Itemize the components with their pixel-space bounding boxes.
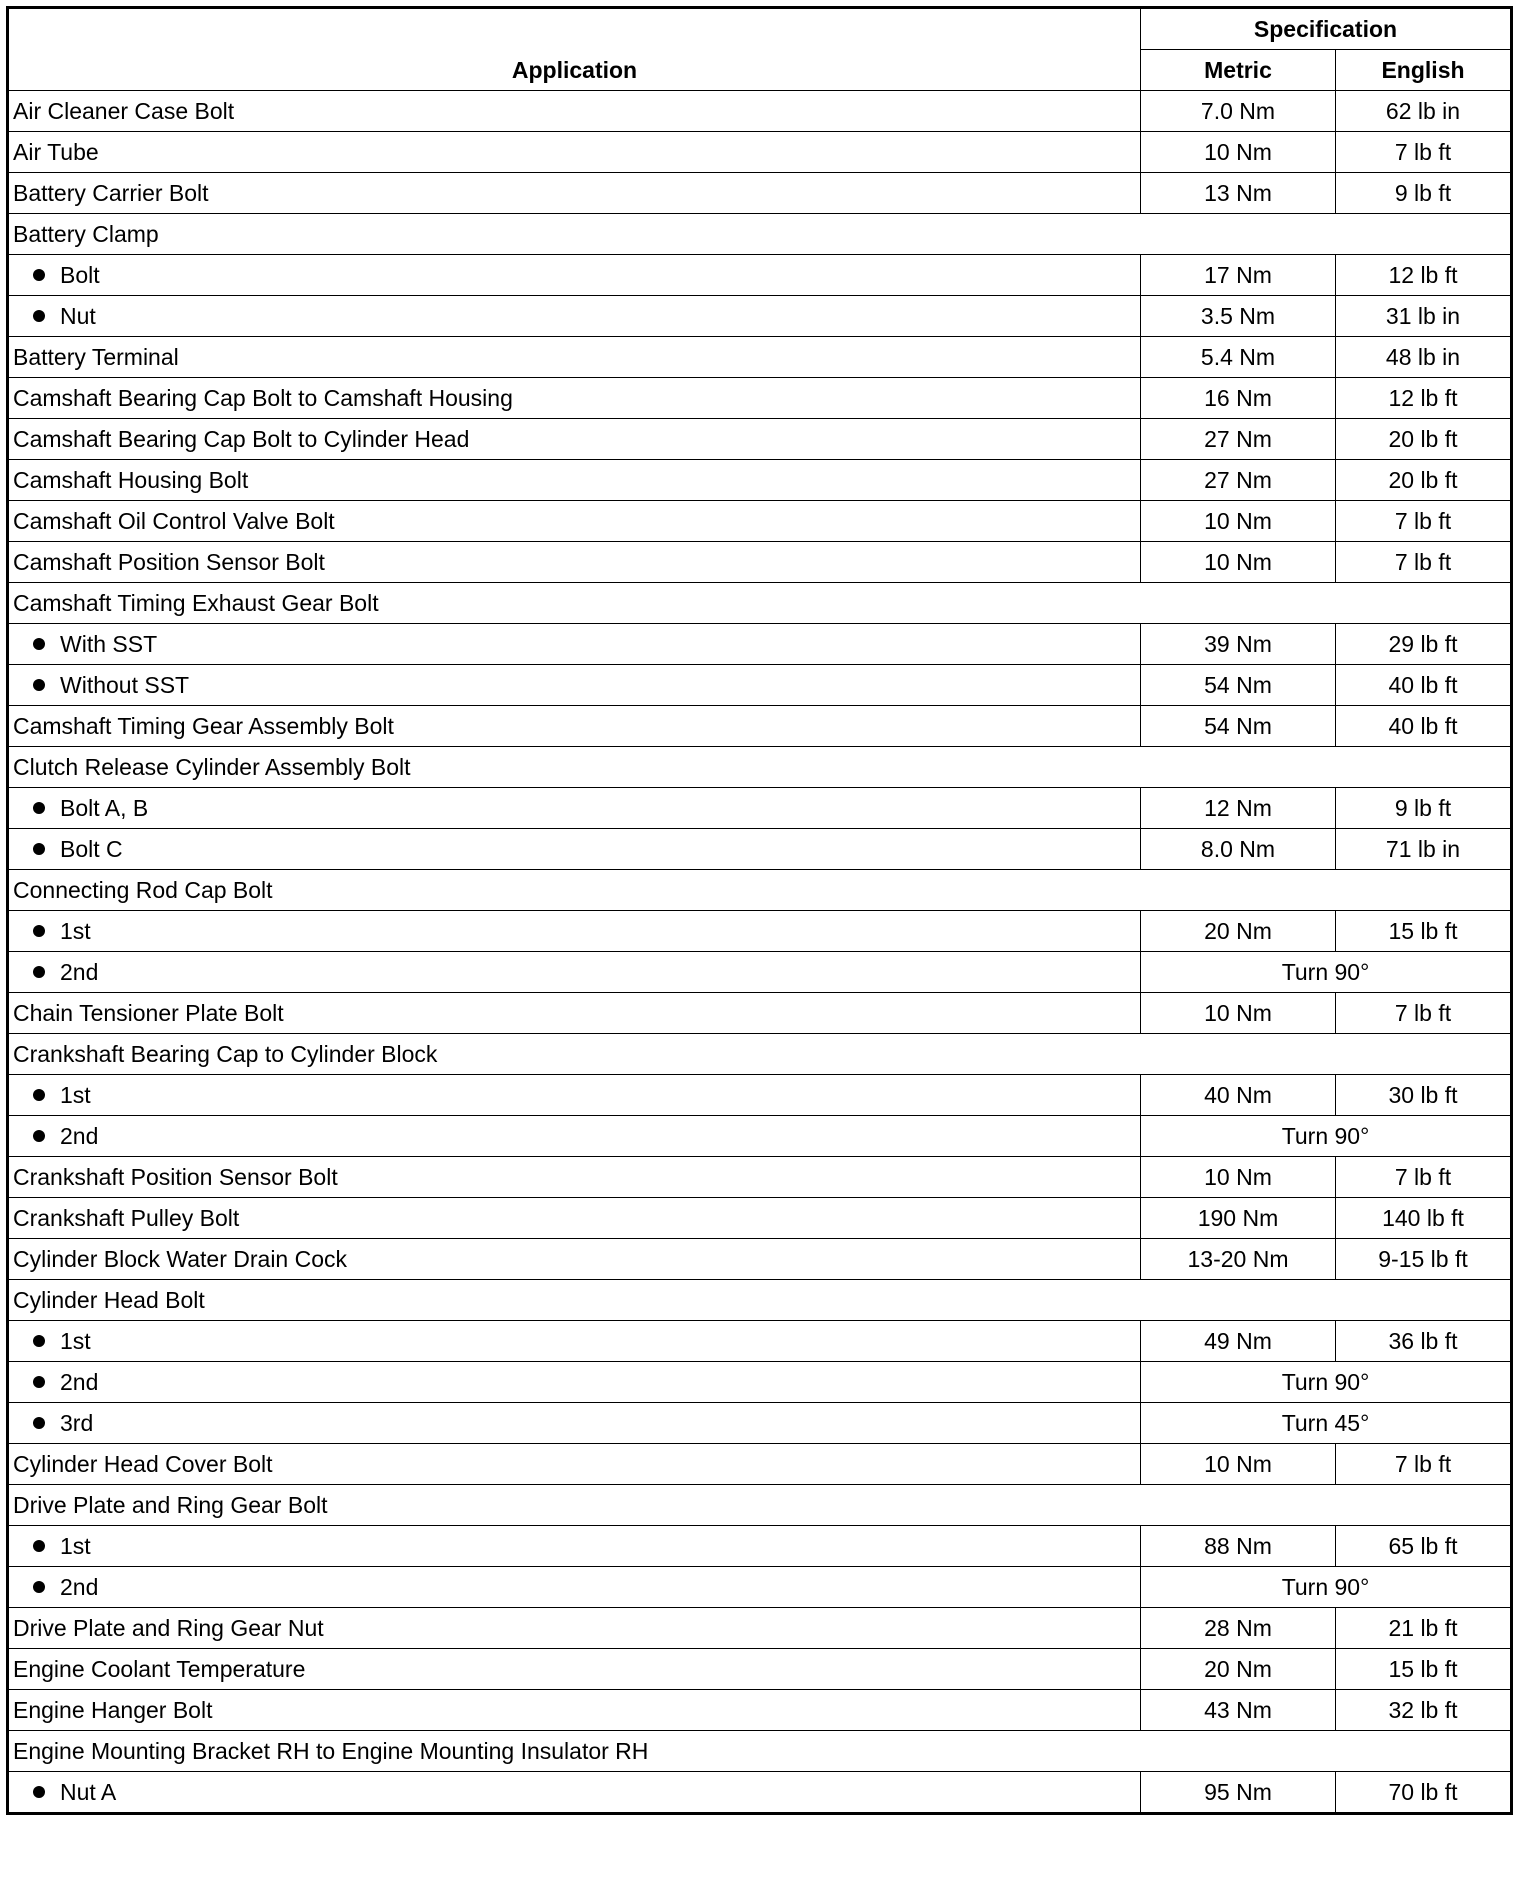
metric-cell: 10 Nm: [1141, 132, 1336, 173]
bullet-icon: [33, 679, 45, 691]
table-row: [8, 1649, 1512, 1690]
table-row: [8, 993, 1512, 1034]
application-cell: [8, 296, 1141, 337]
application-label: Battery Carrier Bolt: [13, 180, 209, 206]
application-label: Battery Terminal: [13, 344, 179, 370]
english-cell: 12 lb ft: [1336, 378, 1512, 419]
application-cell: [8, 1362, 1141, 1403]
application-label: Cylinder Head Cover Bolt: [13, 1451, 273, 1477]
table-row: [8, 255, 1512, 296]
table-row: [8, 829, 1512, 870]
application-cell: [8, 1198, 1141, 1239]
table-row: [8, 91, 1512, 132]
table-row: [8, 1280, 1512, 1321]
english-cell: 48 lb in: [1336, 337, 1512, 378]
application-label: Camshaft Housing Bolt: [13, 467, 249, 493]
application-cell: [8, 1690, 1141, 1731]
application-label: Cylinder Head Bolt: [13, 1287, 205, 1313]
metric-cell: 27 Nm: [1141, 419, 1336, 460]
application-label: 3rd: [60, 1410, 94, 1436]
application-cell: [8, 870, 1512, 911]
spec-merged-cell: Turn 90°: [1141, 1362, 1512, 1403]
table-row: [8, 132, 1512, 173]
application-label: With SST: [60, 631, 158, 657]
application-cell: [8, 1526, 1141, 1567]
table-row: [8, 1567, 1512, 1608]
table-row: [8, 1690, 1512, 1731]
application-cell: [8, 788, 1141, 829]
english-cell: 7 lb ft: [1336, 501, 1512, 542]
header-application: Application: [8, 8, 1141, 91]
bullet-icon: [33, 1089, 45, 1101]
metric-cell: 7.0 Nm: [1141, 91, 1336, 132]
table-row: [8, 378, 1512, 419]
english-cell: 140 lb ft: [1336, 1198, 1512, 1239]
metric-cell: 8.0 Nm: [1141, 829, 1336, 870]
english-cell: 9 lb ft: [1336, 173, 1512, 214]
english-cell: 29 lb ft: [1336, 624, 1512, 665]
english-cell: 40 lb ft: [1336, 706, 1512, 747]
bullet-icon: [33, 802, 45, 814]
application-label: Without SST: [60, 672, 190, 698]
application-label: 2nd: [60, 1574, 99, 1600]
application-cell: [8, 1280, 1512, 1321]
application-label: Drive Plate and Ring Gear Nut: [13, 1615, 324, 1641]
metric-cell: 10 Nm: [1141, 993, 1336, 1034]
application-cell: [8, 1444, 1141, 1485]
application-label: Air Tube: [13, 139, 99, 165]
application-cell: [8, 1321, 1141, 1362]
bullet-icon: [33, 638, 45, 650]
english-cell: 9 lb ft: [1336, 788, 1512, 829]
spec-merged-cell: Turn 90°: [1141, 952, 1512, 993]
header-specification: Specification: [1141, 8, 1512, 50]
application-label: Bolt: [60, 262, 100, 288]
table-row: [8, 1239, 1512, 1280]
application-label: Camshaft Bearing Cap Bolt to Camshaft Housing: [13, 385, 513, 411]
application-label: Crankshaft Position Sensor Bolt: [13, 1164, 338, 1190]
english-cell: 7 lb ft: [1336, 132, 1512, 173]
table-row: [8, 1526, 1512, 1567]
metric-cell: 27 Nm: [1141, 460, 1336, 501]
table-row: [8, 1608, 1512, 1649]
metric-cell: 43 Nm: [1141, 1690, 1336, 1731]
english-cell: 7 lb ft: [1336, 1157, 1512, 1198]
english-cell: 40 lb ft: [1336, 665, 1512, 706]
bullet-icon: [33, 1417, 45, 1429]
application-label: Battery Clamp: [13, 221, 159, 247]
application-cell: [8, 706, 1141, 747]
application-label: Drive Plate and Ring Gear Bolt: [13, 1492, 328, 1518]
metric-cell: 10 Nm: [1141, 1157, 1336, 1198]
application-cell: [8, 993, 1141, 1034]
application-label: Camshaft Timing Exhaust Gear Bolt: [13, 590, 379, 616]
application-cell: [8, 91, 1141, 132]
bullet-icon: [33, 966, 45, 978]
bullet-icon: [33, 843, 45, 855]
table-row: [8, 911, 1512, 952]
spec-merged-cell: Turn 90°: [1141, 1567, 1512, 1608]
application-cell: [8, 1116, 1141, 1157]
metric-cell: 3.5 Nm: [1141, 296, 1336, 337]
application-cell: [8, 1772, 1141, 1814]
english-cell: 15 lb ft: [1336, 911, 1512, 952]
table-row: [8, 952, 1512, 993]
table-row: [8, 1403, 1512, 1444]
application-cell: [8, 747, 1512, 788]
bullet-icon: [33, 1581, 45, 1593]
bullet-icon: [33, 1376, 45, 1388]
application-label: Clutch Release Cylinder Assembly Bolt: [13, 754, 411, 780]
table-row: [8, 460, 1512, 501]
metric-cell: 10 Nm: [1141, 501, 1336, 542]
application-label: Connecting Rod Cap Bolt: [13, 877, 273, 903]
application-cell: [8, 583, 1512, 624]
english-cell: 20 lb ft: [1336, 460, 1512, 501]
application-cell: [8, 460, 1141, 501]
application-label: 2nd: [60, 1123, 99, 1149]
metric-cell: 49 Nm: [1141, 1321, 1336, 1362]
application-label: Engine Mounting Bracket RH to Engine Mounting Insulator RH: [13, 1738, 649, 1764]
header-row-top: [8, 8, 1512, 50]
application-cell: [8, 952, 1141, 993]
application-label: Crankshaft Pulley Bolt: [13, 1205, 240, 1231]
application-label: 2nd: [60, 1369, 99, 1395]
bullet-icon: [33, 1130, 45, 1142]
table-row: [8, 1362, 1512, 1403]
application-cell: [8, 1731, 1512, 1772]
application-cell: [8, 419, 1141, 460]
metric-cell: 95 Nm: [1141, 1772, 1336, 1814]
application-label: 2nd: [60, 959, 99, 985]
application-label: Chain Tensioner Plate Bolt: [13, 1000, 284, 1026]
english-cell: 21 lb ft: [1336, 1608, 1512, 1649]
application-cell: [8, 255, 1141, 296]
application-label: Engine Coolant Temperature: [13, 1656, 306, 1682]
application-label: 1st: [60, 918, 91, 944]
application-label: 1st: [60, 1328, 91, 1354]
table-header: [8, 8, 1512, 91]
table-row: [8, 1198, 1512, 1239]
torque-spec-table: [6, 6, 1513, 1815]
application-label: Camshaft Position Sensor Bolt: [13, 549, 325, 575]
application-cell: [8, 173, 1141, 214]
metric-cell: 28 Nm: [1141, 1608, 1336, 1649]
application-cell: [8, 1403, 1141, 1444]
application-label: Nut: [60, 303, 96, 329]
bullet-icon: [33, 925, 45, 937]
table-row: [8, 296, 1512, 337]
application-label: Camshaft Oil Control Valve Bolt: [13, 508, 335, 534]
english-cell: 15 lb ft: [1336, 1649, 1512, 1690]
spec-merged-cell: Turn 90°: [1141, 1116, 1512, 1157]
bullet-icon: [33, 1786, 45, 1798]
english-cell: 65 lb ft: [1336, 1526, 1512, 1567]
table-row: [8, 1321, 1512, 1362]
metric-cell: 10 Nm: [1141, 542, 1336, 583]
application-label: 1st: [60, 1533, 91, 1559]
metric-cell: 54 Nm: [1141, 665, 1336, 706]
table-row: [8, 214, 1512, 255]
application-cell: [8, 1239, 1141, 1280]
application-cell: [8, 214, 1512, 255]
english-cell: 31 lb in: [1336, 296, 1512, 337]
application-cell: [8, 132, 1141, 173]
english-cell: 32 lb ft: [1336, 1690, 1512, 1731]
application-label: Crankshaft Bearing Cap to Cylinder Block: [13, 1041, 438, 1067]
english-cell: 62 lb in: [1336, 91, 1512, 132]
application-label: Cylinder Block Water Drain Cock: [13, 1246, 348, 1272]
table-row: [8, 1034, 1512, 1075]
table-row: [8, 1731, 1512, 1772]
english-cell: 12 lb ft: [1336, 255, 1512, 296]
english-cell: 9-15 lb ft: [1336, 1239, 1512, 1280]
metric-cell: 17 Nm: [1141, 255, 1336, 296]
metric-cell: 39 Nm: [1141, 624, 1336, 665]
header-english: English: [1336, 50, 1512, 91]
application-cell: [8, 1608, 1141, 1649]
application-cell: [8, 829, 1141, 870]
table-row: [8, 706, 1512, 747]
application-cell: [8, 624, 1141, 665]
application-cell: [8, 1075, 1141, 1116]
spec-merged-cell: Turn 45°: [1141, 1403, 1512, 1444]
header-metric: Metric: [1141, 50, 1336, 91]
metric-cell: 13-20 Nm: [1141, 1239, 1336, 1280]
metric-cell: 13 Nm: [1141, 173, 1336, 214]
table-row: [8, 747, 1512, 788]
bullet-icon: [33, 1540, 45, 1552]
application-label: 1st: [60, 1082, 91, 1108]
metric-cell: 12 Nm: [1141, 788, 1336, 829]
table-row: [8, 173, 1512, 214]
table-row: [8, 665, 1512, 706]
metric-cell: 5.4 Nm: [1141, 337, 1336, 378]
application-cell: [8, 1649, 1141, 1690]
metric-cell: 10 Nm: [1141, 1444, 1336, 1485]
table-row: [8, 583, 1512, 624]
table-row: [8, 1157, 1512, 1198]
bullet-icon: [33, 310, 45, 322]
application-label: Nut A: [60, 1779, 117, 1805]
table-row: [8, 624, 1512, 665]
application-cell: [8, 337, 1141, 378]
application-label: Engine Hanger Bolt: [13, 1697, 213, 1723]
table-body: [8, 91, 1512, 1814]
table-row: [8, 1485, 1512, 1526]
application-cell: [8, 378, 1141, 419]
metric-cell: 88 Nm: [1141, 1526, 1336, 1567]
application-cell: [8, 1034, 1512, 1075]
metric-cell: 16 Nm: [1141, 378, 1336, 419]
english-cell: 7 lb ft: [1336, 542, 1512, 583]
english-cell: 30 lb ft: [1336, 1075, 1512, 1116]
table-row: [8, 870, 1512, 911]
table-row: [8, 542, 1512, 583]
english-cell: 7 lb ft: [1336, 1444, 1512, 1485]
table-row: [8, 337, 1512, 378]
metric-cell: 54 Nm: [1141, 706, 1336, 747]
application-cell: [8, 1567, 1141, 1608]
application-cell: [8, 501, 1141, 542]
application-cell: [8, 911, 1141, 952]
metric-cell: 20 Nm: [1141, 911, 1336, 952]
english-cell: 7 lb ft: [1336, 993, 1512, 1034]
table-row: [8, 1444, 1512, 1485]
application-label: Bolt C: [60, 836, 123, 862]
application-label: Camshaft Bearing Cap Bolt to Cylinder Head: [13, 426, 470, 452]
bullet-icon: [33, 1335, 45, 1347]
application-cell: [8, 665, 1141, 706]
metric-cell: 190 Nm: [1141, 1198, 1336, 1239]
table-row: [8, 1075, 1512, 1116]
english-cell: 71 lb in: [1336, 829, 1512, 870]
metric-cell: 20 Nm: [1141, 1649, 1336, 1690]
metric-cell: 40 Nm: [1141, 1075, 1336, 1116]
application-label: Bolt A, B: [60, 795, 149, 821]
application-cell: [8, 542, 1141, 583]
english-cell: 70 lb ft: [1336, 1772, 1512, 1814]
application-label: Camshaft Timing Gear Assembly Bolt: [13, 713, 394, 739]
table-row: [8, 501, 1512, 542]
bullet-icon: [33, 269, 45, 281]
application-cell: [8, 1485, 1512, 1526]
table-row: [8, 1772, 1512, 1814]
table-row: [8, 1116, 1512, 1157]
table-row: [8, 788, 1512, 829]
english-cell: 36 lb ft: [1336, 1321, 1512, 1362]
application-cell: [8, 1157, 1141, 1198]
application-label: Air Cleaner Case Bolt: [13, 98, 235, 124]
english-cell: 20 lb ft: [1336, 419, 1512, 460]
table-row: [8, 419, 1512, 460]
